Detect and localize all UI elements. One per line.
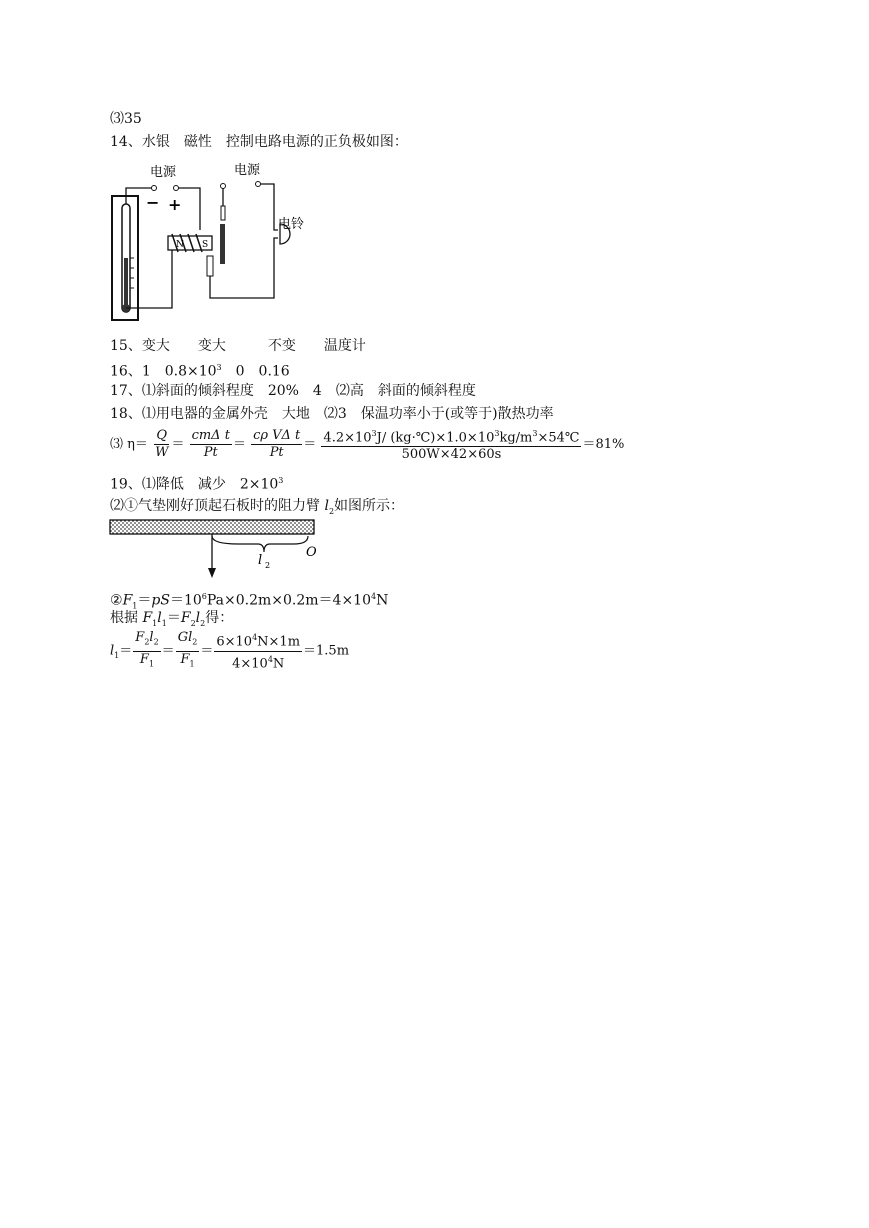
lever-diagram (108, 516, 328, 580)
right-source-label: 电源 (234, 163, 261, 178)
answer-16: 16、1 $0.8\times 10^3$ 0 0.16 (110, 363, 290, 380)
left-source-label: 电源 (150, 165, 177, 180)
minus-label: − (146, 193, 160, 212)
arm-formula: $l_1=$ $\frac{F_2l_2}{F_1}$ ＝ $\frac{Gl_2}{F_1}$ ＝ $\frac{6\times 10^4N\times 1m}{4\times 10^4N}$ ＝1.5m (110, 630, 350, 671)
circuit-diagram (108, 158, 318, 322)
arm-brace (212, 536, 308, 552)
plus-label: + (168, 195, 182, 214)
answer-17: 17、⑴斜面的倾斜程度 20% 4 ⑵高 斜面的倾斜程度 (110, 383, 476, 399)
spring (221, 206, 225, 220)
pole-n: N (176, 240, 184, 250)
bell-label: 电铃 (278, 217, 305, 232)
svg-text:2: 2 (265, 561, 271, 570)
answer-19-2: ⑵①气垫刚好顶起石板时的阻力臂 $l_2$如图所示： (110, 498, 405, 516)
answer-18: 18、⑴用电器的金属外壳 大地 ⑵3 保温功率小于(或等于)散热功率 (110, 406, 554, 422)
answer-19: 19、⑴降低 减少 $2\times 10^3$ (110, 476, 284, 493)
contact (207, 256, 213, 276)
stone-slab (110, 520, 314, 534)
answer-15: 15、变大 变大 不变 温度计 (110, 338, 366, 354)
armature (220, 224, 225, 264)
answer-19-force: $②F_1=pS=10^6Pa\times 0.2m\times 0.2m=4\times 10^4N$ (110, 592, 389, 611)
mercury-column (124, 258, 128, 308)
pivot-label: O (306, 545, 317, 560)
efficiency-formula: ⑶ η＝ $\frac{Q}{W}$ ＝ $\frac{\text{cmΔ t}}{Pt}$ ＝ $\frac{\text{cρ VΔ t}}{Pt}$ ＝ $\frac{4.2\times 10^3J/ (kg\cdot℃)\times 1.0\times 10^3kg/m^3\times 54℃}{500W\times 42\times 60s}$ ＝81% (110, 426, 624, 463)
l2-label: l (258, 553, 263, 568)
answer-14: 14、水银 磁性 控制电路电源的正负极如图： (110, 134, 408, 150)
answer-19-according: 根据 $F_1l_1=F_2l_2$得： (110, 610, 234, 628)
answer-13-3: ⑶35 (110, 111, 142, 127)
pole-s: S (202, 240, 209, 250)
